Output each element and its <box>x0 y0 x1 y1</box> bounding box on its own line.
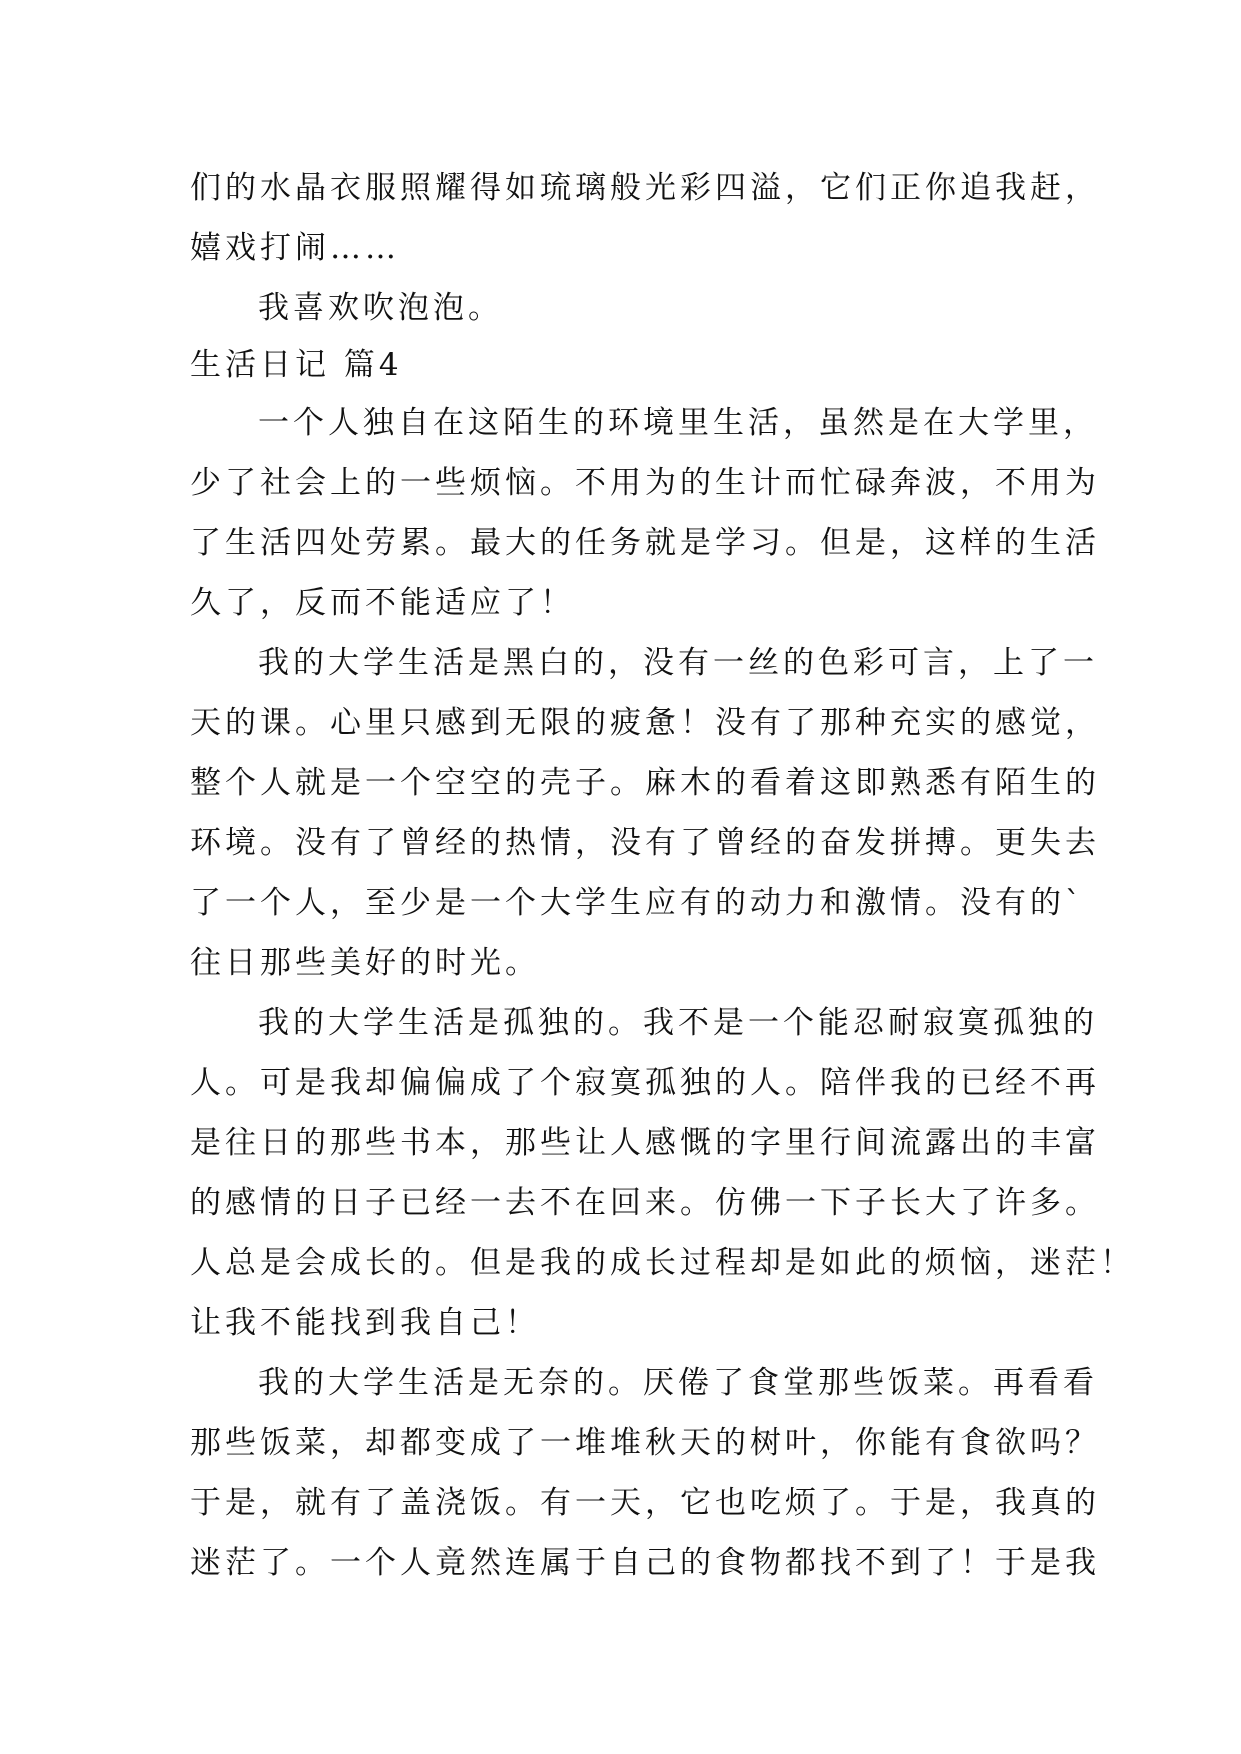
section-heading: 生活日记 篇4 <box>190 347 403 383</box>
text-line: 了生活四处劳累。最大的任务就是学习。但是，这样的生活 <box>190 525 1100 561</box>
paragraph-line: 我喜欢吹泡泡。 <box>258 290 503 326</box>
text-line: 人。可是我却偏偏成了个寂寞孤独的人。陪伴我的已经不再 <box>190 1065 1100 1101</box>
paragraph-line: 我的大学生活是黑白的，没有一丝的色彩可言，上了一 <box>258 645 1098 681</box>
text-line: 往日那些美好的时光。 <box>190 945 540 981</box>
text-line: 整个人就是一个空空的壳子。麻木的看着这即熟悉有陌生的 <box>190 765 1100 801</box>
text-line: 是往日的那些书本，那些让人感慨的字里行间流露出的丰富 <box>190 1125 1100 1161</box>
text-line: 迷茫了。一个人竟然连属于自己的食物都找不到了！于是我 <box>190 1545 1100 1581</box>
text-line: 少了社会上的一些烦恼。不用为的生计而忙碌奔波，不用为 <box>190 465 1100 501</box>
text-line: 让我不能找到我自己！ <box>190 1305 540 1341</box>
paragraph-line: 我的大学生活是无奈的。厌倦了食堂那些饭菜。再看看 <box>258 1365 1098 1401</box>
paragraph-line: 一个人独自在这陌生的环境里生活，虽然是在大学里， <box>258 405 1098 441</box>
text-line: 了一个人，至少是一个大学生应有的动力和激情。没有的` <box>190 885 1085 921</box>
text-line: 天的课。心里只感到无限的疲惫！没有了那种充实的感觉， <box>190 705 1100 741</box>
text-line: 于是，就有了盖浇饭。有一天，它也吃烦了。于是，我真的 <box>190 1485 1100 1521</box>
text-line: 环境。没有了曾经的热情，没有了曾经的奋发拼搏。更失去 <box>190 825 1100 861</box>
paragraph-line: 我的大学生活是孤独的。我不是一个能忍耐寂寞孤独的 <box>258 1005 1098 1041</box>
text-line: 们的水晶衣服照耀得如琉璃般光彩四溢，它们正你追我赶， <box>190 170 1100 206</box>
text-line: 嬉戏打闹…… <box>190 230 400 266</box>
text-line: 那些饭菜，却都变成了一堆堆秋天的树叶，你能有食欲吗？ <box>190 1425 1100 1461</box>
text-line: 久了，反而不能适应了！ <box>190 585 575 621</box>
text-line: 人总是会成长的。但是我的成长过程却是如此的烦恼，迷茫！ <box>190 1245 1135 1281</box>
text-line: 的感情的日子已经一去不在回来。仿佛一下子长大了许多。 <box>190 1185 1100 1221</box>
